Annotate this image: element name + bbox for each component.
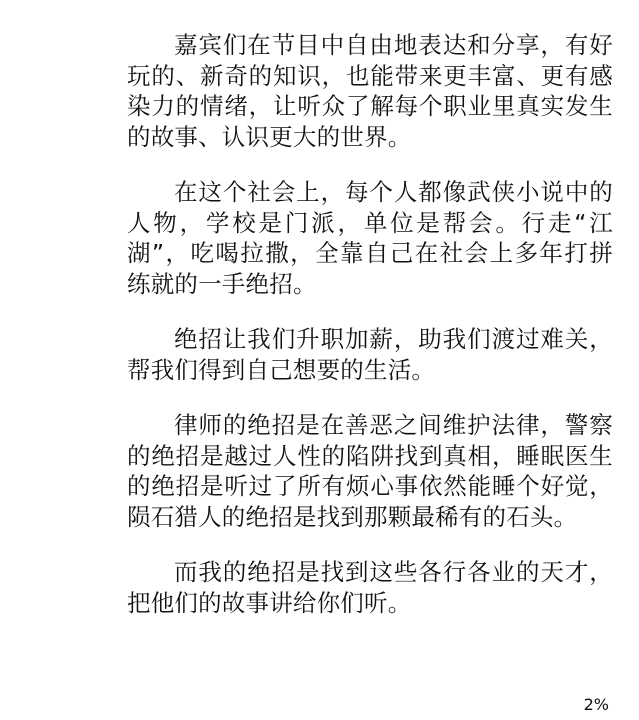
paragraph: 律师的绝招是在善恶之间维护法律，警察的绝招是越过人性的陷阱找到真相，睡眠医生的绝招是听过了所有烦心事依然能睡个好觉，陨石猎人的绝招是找到那颗最稀有的石头。 [127, 411, 613, 531]
paragraph: 嘉宾们在节目中自由地表达和分享，有好玩的、新奇的知识，也能带来更丰富、更有感染力的情绪，让听众了解每个职业里真实发生的故事、认识更大的世界。 [127, 31, 613, 151]
paragraph: 而我的绝招是找到这些各行各业的天才，把他们的故事讲给你们听。 [127, 558, 613, 617]
reader-page [127, 30, 613, 643]
paragraph: 在这个社会上，每个人都像武侠小说中的人物，学校是门派，单位是帮会。行走“江湖”，吃喝拉撒，全靠自己在社会上多年打拼练就的一手绝招。 [127, 178, 613, 298]
paragraph: 绝招让我们升职加薪，助我们渡过难关，帮我们得到自己想要的生活。 [127, 325, 613, 384]
reading-progress: 2% [583, 695, 609, 714]
